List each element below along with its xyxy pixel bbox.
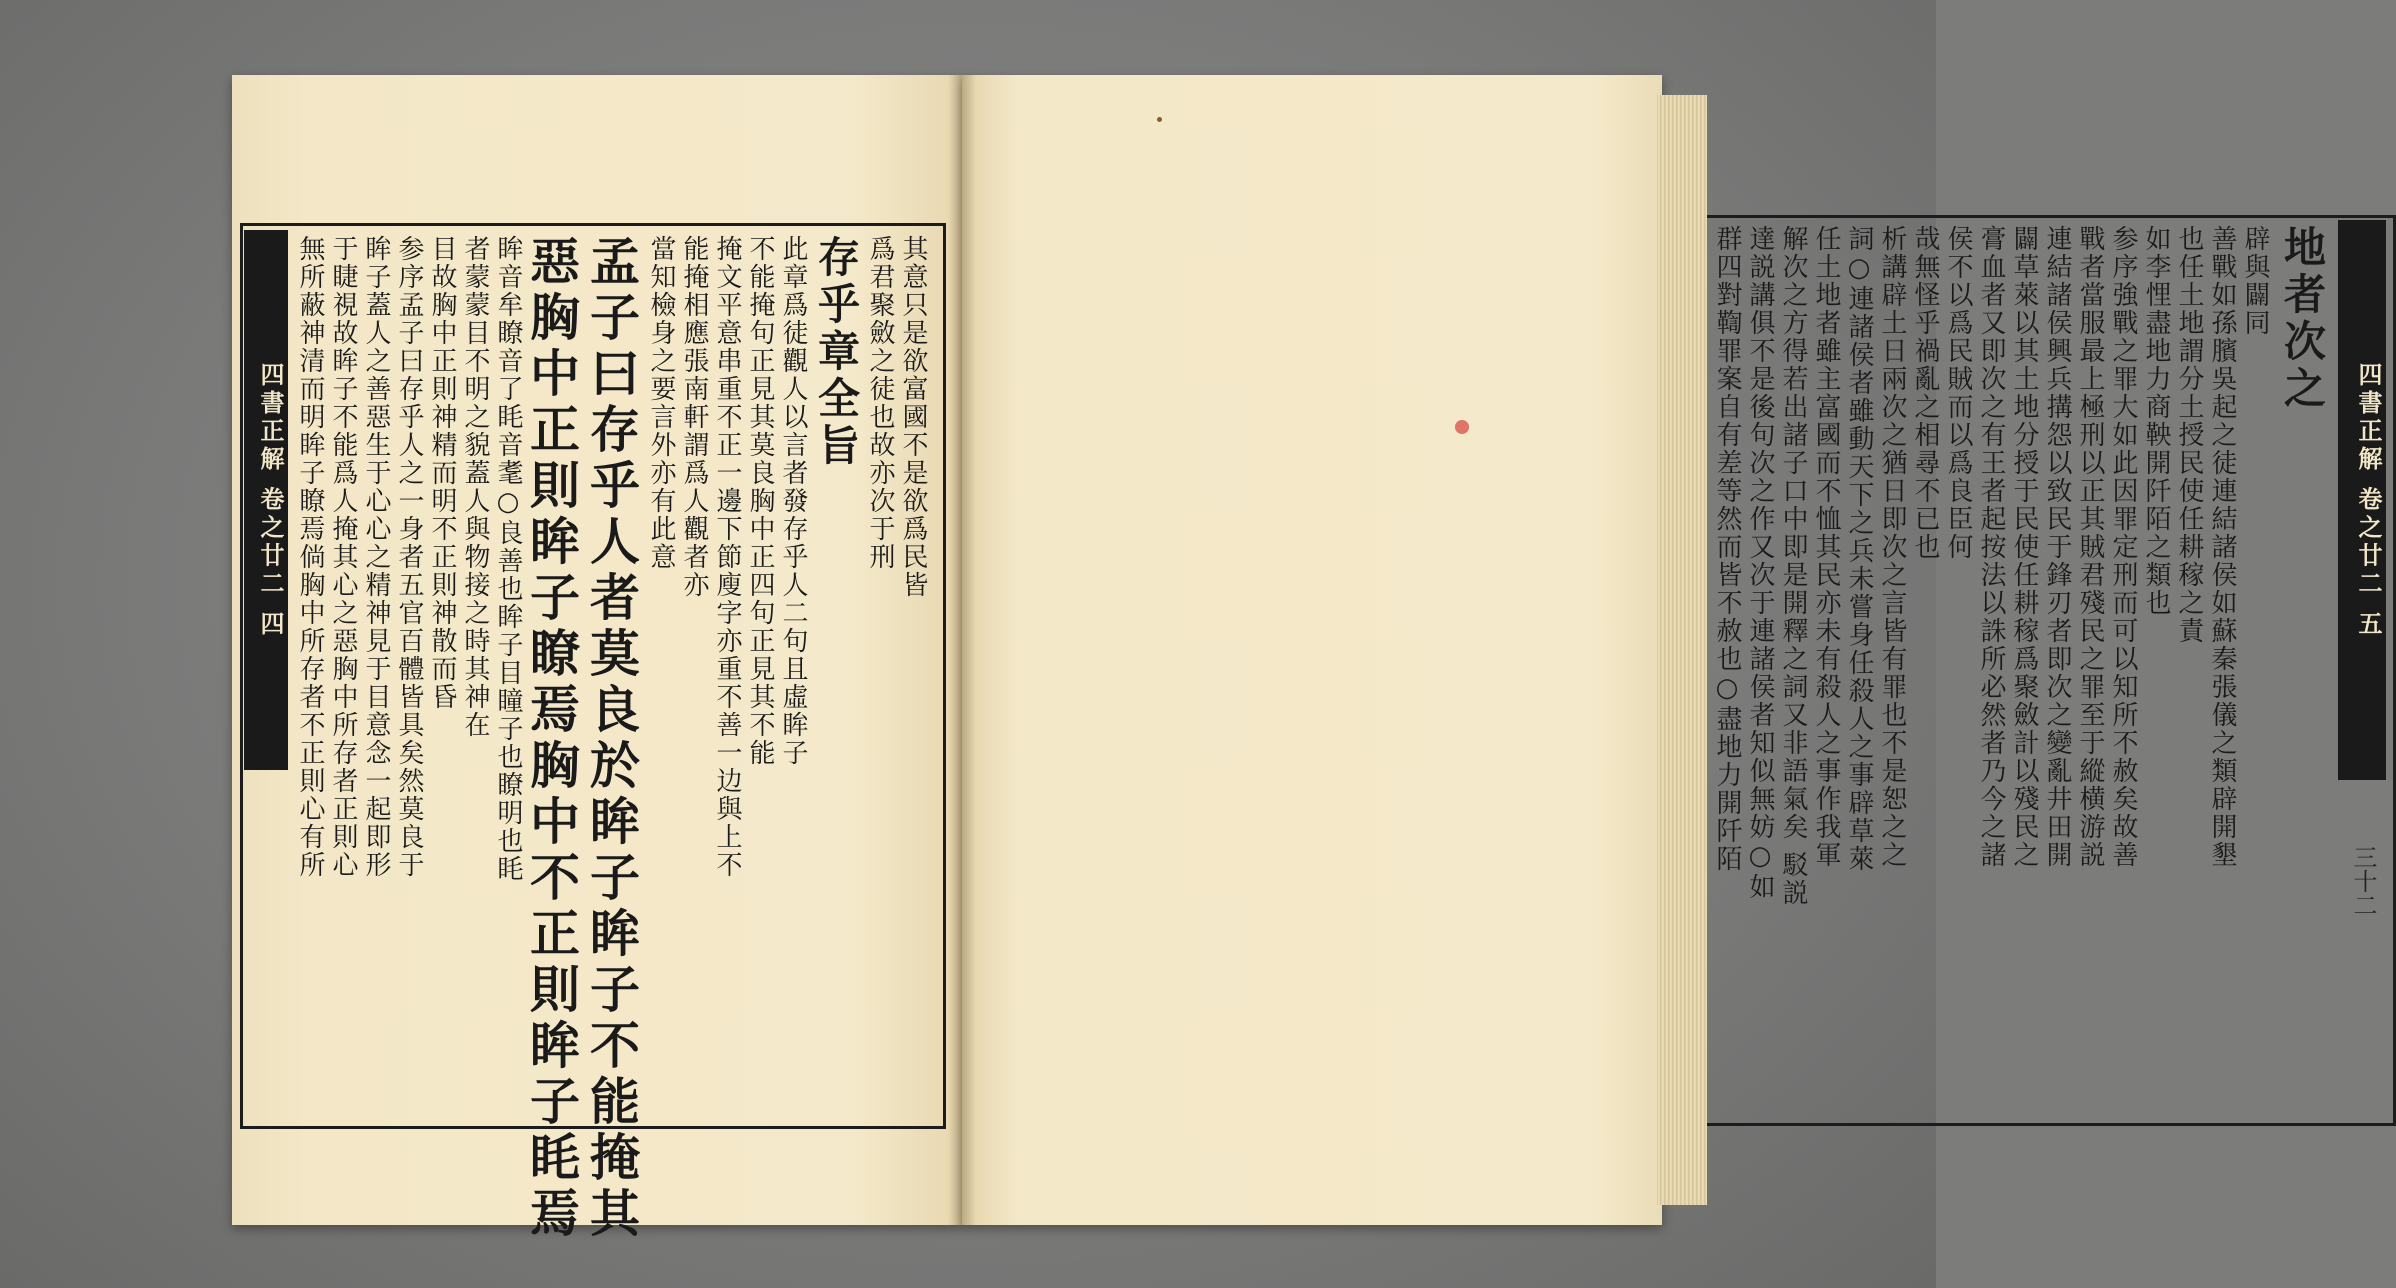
right-page-column: 地者次之 (2278, 225, 2327, 413)
left-hashira: 四書正解 卷之廿二 四 (244, 230, 288, 770)
right-page-column: 侯不以爲民賊而以爲良臣何 (1943, 225, 1973, 561)
right-page-column: 任土地者雖主富國而不恤其民亦未有殺人之事作我軍 (1811, 225, 1841, 869)
right-hashira: 四書正解 卷之廿二 五 (2338, 220, 2386, 780)
right-page-column: 也任土地謂分土授民使任耕稼之責 (2174, 225, 2204, 645)
left-page (232, 75, 962, 1243)
red-stain-mark (1455, 420, 1469, 434)
paper-speck (1157, 117, 1162, 122)
right-page-column: 達説講俱不是後句次之作又次于連諸侯者知似無妨○如 (1745, 225, 1775, 901)
right-page (962, 75, 2383, 1225)
left-page-column: 不能掩句正見其莫良胸中正四句正見其不能 (745, 235, 775, 767)
page-edges (1657, 95, 1707, 1205)
left-page-column: 其意只是欲富國不是欲爲民皆 (898, 235, 928, 599)
page-number: 三十二 (2349, 845, 2377, 917)
left-page-column: 掩文平意串重不正一邊下節廋字亦重不善一边與上不 (712, 235, 742, 879)
right-page-column: 連結諸侯興兵搆怨以致民于鋒刃者即次之變亂井田開 (2042, 225, 2072, 869)
right-page-column: 膏血者又即次之有王者起按法以誅所必然者乃今之諸 (1976, 225, 2006, 869)
right-page-column: 析講辟土日兩次之猶日即次之言皆有罪也不是恕之之 (1877, 225, 1907, 869)
left-page-column: 存乎章全旨 (812, 235, 861, 470)
left-page-column: 于睫視故眸子不能爲人掩其心之惡胸中所存者正則心 (328, 235, 358, 879)
book-gutter (948, 75, 976, 1225)
right-page-column: 解次之方得若出諸子口中即是開釋之詞又非語氣矣 駁説 (1778, 225, 1808, 908)
right-page-column: 群四對鞫罪案自有差等然而皆不赦也○盡地力開阡陌 (1712, 225, 1742, 873)
left-page-column: 眸音牟瞭音了眊音耄○良善也眸子目瞳子也瞭明也眊 (493, 235, 523, 883)
right-page-column: 詞○連諸侯者雖動天下之兵未嘗身任殺人之事辟草萊 (1844, 225, 1874, 873)
right-page-column: 善戰如孫臏吳起之徒連結諸侯如蘇秦張儀之類辟開墾 (2207, 225, 2237, 869)
left-page-column: 目故胸中正則神精而明不正則神散而昏 (427, 235, 457, 711)
right-page-column: 如李悝盡地力商鞅開阡陌之類也 (2141, 225, 2171, 617)
left-page-column: 眸子蓋人之善惡生于心心之精神見于目意念一起即形 (361, 235, 391, 879)
left-page-column: 孟子曰存乎人者莫良於眸子眸子不能掩其 (582, 235, 641, 1243)
left-page-column: 無所蔽神清而明眸子瞭焉倘胸中所存者不正則心有所 (295, 235, 325, 879)
left-page-column: 者蒙蒙目不明之貌蓋人與物接之時其神在 (460, 235, 490, 739)
left-page-column: 爲君聚斂之徒也故亦次于刑 (865, 235, 895, 571)
right-page-column: 哉無怪乎禍亂之相尋不已也 (1910, 225, 1940, 561)
right-page-column: 闢草萊以其土地分授于民使任耕稼爲聚斂計以殘民之 (2009, 225, 2039, 869)
right-page-column: 参序強戰之罪大如此因罪定刑而可以知所不赦矣故善 (2108, 225, 2138, 869)
left-page-column: 能掩相應張南軒謂爲人觀者亦 (679, 235, 709, 599)
left-page-column: 参序孟子曰存乎人之一身者五官百體皆具矣然莫良于 (394, 235, 424, 879)
open-book (232, 75, 2383, 1243)
right-page-column: 辟與闢同 (2240, 225, 2270, 337)
left-page-column: 當知檢身之要言外亦有此意 (646, 235, 676, 571)
left-page-column: 惡胸中正則眸子瞭焉胸中不正則眸子眊焉 (522, 235, 581, 1243)
left-page-column: 此章爲徒觀人以言者發存乎人二句且虛眸子 (778, 235, 808, 767)
right-page-column: 戰者當服最上極刑以正其賊君殘民之罪至于縱横游説 (2075, 225, 2105, 869)
